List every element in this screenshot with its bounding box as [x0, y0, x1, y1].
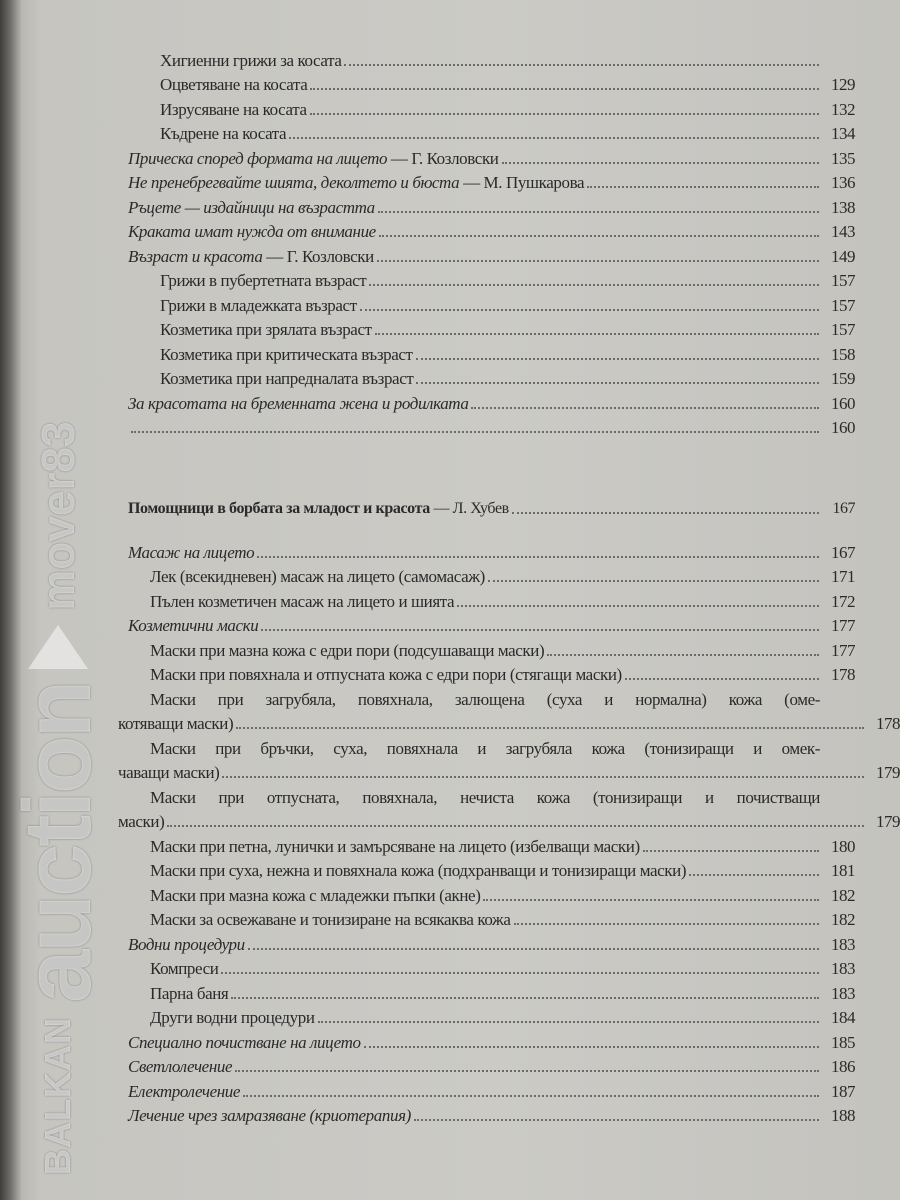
entry-title-text: Оцветяване на косата: [160, 75, 308, 94]
toc-entry: [0, 316, 900, 341]
page-number: 185: [831, 1032, 855, 1052]
entry-title: [128, 543, 254, 563]
entry-title-text: Козметика при зрялата възраст: [160, 320, 372, 339]
toc-entry: [0, 832, 900, 857]
entry-title: [150, 1008, 315, 1028]
entry-title-text: Светлолечение: [128, 1057, 233, 1076]
page-number: 181: [831, 861, 855, 880]
entry-title-text: Маски за освежаване и тонизиране на всякаква кожа: [150, 910, 511, 929]
entry-title-text: Компреси: [150, 959, 219, 978]
entry-title: [150, 837, 640, 857]
entry-author: — Л. Хубев: [433, 499, 509, 517]
toc-entry: [0, 46, 900, 71]
dot-leader: [416, 358, 819, 360]
toc-chapter-heading: [0, 494, 900, 519]
entry-title: [160, 271, 366, 291]
entry-author: — Г. Козловски: [266, 246, 374, 266]
dot-leader: [236, 727, 864, 729]
dot-leader: [131, 431, 819, 433]
dot-leader: [457, 605, 819, 607]
toc-entry: [0, 734, 900, 759]
entry-title: Маски при отпусната, повяхнала, нечиста кожа (тонизиращи и почистващи: [150, 787, 820, 807]
entry-title-text: Козметични маски: [128, 616, 259, 635]
dot-leader: [231, 997, 819, 999]
page-number: 157: [831, 271, 855, 290]
entry-title: [150, 592, 454, 612]
entry-title-text: Парна баня: [150, 983, 229, 1003]
page-number: 182: [831, 910, 855, 929]
entry-title-text: Електролечение: [128, 1081, 241, 1101]
toc-entry-continuation: [0, 759, 900, 784]
page-number: 183: [831, 983, 855, 1003]
entry-title: [160, 51, 341, 71]
toc-entry: [0, 930, 900, 955]
entry-title-text: Водни процедури: [128, 934, 245, 954]
page-number: 129: [831, 75, 855, 94]
toc-entry: [0, 494, 900, 519]
toc-entry: [0, 955, 900, 980]
entry-title: [160, 100, 307, 120]
dot-leader: [257, 556, 819, 558]
page-number: 138: [831, 197, 855, 217]
entry-title-text: Маски при петна, лунички и замърсяване на лицето (избелващи маски): [150, 836, 640, 856]
page-number: 160: [831, 418, 855, 437]
toc-entry: [0, 979, 900, 1004]
page-number: 177: [831, 640, 855, 660]
toc-entry: [0, 144, 900, 169]
entry-title: [150, 959, 218, 979]
watermark-text: BALKAN: [37, 1017, 78, 1175]
dot-leader: [625, 678, 819, 680]
entry-title-text: Грижи в пубертетната възраст: [160, 271, 367, 290]
dot-leader: [318, 1021, 819, 1023]
entry-title: [150, 910, 511, 930]
entry-title-text: Козметика при напредналата възраст: [160, 369, 414, 388]
toc-entry: [0, 291, 900, 316]
entry-title: Маски при бръчки, суха, повяхнала и загрубяла кожа (тонизиращи и омек-: [150, 738, 820, 758]
dot-leader: [221, 972, 819, 974]
dot-leader: [364, 1046, 819, 1048]
entry-title-text: За красотата на бременната жена и родилката: [128, 393, 469, 413]
page-number: 188: [831, 1106, 855, 1125]
page-number: 159: [831, 369, 855, 388]
entry-title-text: Лечение чрез замразяване (криотерапия): [128, 1106, 411, 1125]
page-number: 132: [831, 99, 855, 119]
page-number: 134: [831, 124, 855, 143]
entry-title-text: Маски при мазна кожа с младежки пъпки (акне): [150, 885, 481, 905]
toc-entry: [0, 340, 900, 365]
entry-title: [128, 1033, 361, 1053]
page-number: 184: [831, 1008, 855, 1027]
dot-leader: [547, 654, 819, 656]
page-number: 178: [876, 714, 900, 733]
page-number: 136: [831, 173, 855, 192]
entry-title-continuation: маски): [118, 812, 165, 831]
entry-title-text: Къдрене на косата: [160, 124, 287, 143]
entry-author: — Г. Козловски: [390, 148, 499, 168]
dot-leader: [379, 235, 819, 237]
page-number: 179: [876, 763, 900, 782]
toc-entry: [0, 685, 900, 710]
dot-leader: [377, 260, 819, 262]
dot-leader: [369, 284, 819, 286]
entry-title-text: Изрусяване на косата: [160, 99, 307, 119]
entry-title-text: Масаж на лицето: [128, 542, 255, 562]
entry-title: [128, 1082, 240, 1102]
dot-leader: [310, 113, 819, 115]
entry-title-text: Пълен козметичен масаж на лицето и шията: [150, 591, 455, 611]
page-number: 179: [876, 812, 900, 831]
page-number: 183: [831, 934, 855, 954]
dot-leader: [512, 512, 819, 514]
page-number: 158: [831, 344, 855, 364]
dot-leader: [243, 1095, 819, 1097]
dot-leader: [248, 948, 819, 950]
dot-leader: [689, 874, 819, 876]
entry-title-text: Специално почистване на лицето: [128, 1032, 361, 1052]
entry-title: [150, 567, 485, 587]
page-number: 157: [831, 320, 855, 339]
toc-entry: [0, 267, 900, 292]
page-number: 187: [831, 1081, 855, 1101]
page-number: 160: [831, 393, 855, 413]
page-number: 177: [831, 616, 855, 635]
watermark-text: auction: [4, 682, 111, 1004]
watermark-text: mover83: [32, 421, 84, 611]
toc-entry: [0, 1053, 900, 1078]
toc-entry: [0, 661, 900, 686]
page-number: 143: [831, 222, 855, 241]
entry-title-text: Лек (всекидневен) масаж на лицето (самомасаж): [150, 567, 485, 586]
toc-entry: [0, 414, 900, 439]
toc-entry: [0, 563, 900, 588]
toc-entry: [0, 587, 900, 612]
entry-title-continuation: котяващи маски): [118, 714, 234, 733]
page-number: 182: [831, 885, 855, 905]
entry-title: [128, 394, 468, 414]
entry-title: [128, 1057, 232, 1077]
dot-leader: [344, 64, 819, 66]
entry-title: [150, 984, 228, 1004]
toc-entry: [0, 389, 900, 414]
entry-title-text: Краката имат нужда от внимание: [128, 222, 376, 241]
entry-title-text: Маски при повяхнала и отпусната кожа с едри пори (стягащи маски): [150, 665, 622, 684]
toc-entry: [0, 242, 900, 267]
entry-title: [128, 173, 584, 193]
dot-leader: [235, 1070, 819, 1072]
entry-title-text: Други водни процедури: [150, 1008, 315, 1027]
toc-entry: [0, 365, 900, 390]
dot-leader: [471, 407, 819, 409]
page-number: 186: [831, 1057, 855, 1076]
entry-title-text: Ръцете — издайници на възрастта: [128, 197, 375, 217]
toc-entry: [0, 1102, 900, 1127]
toc-entry: [0, 71, 900, 96]
toc-entry: [0, 636, 900, 661]
entry-title: [150, 665, 622, 685]
dot-leader: [289, 137, 819, 139]
toc-entry: [0, 1004, 900, 1029]
toc-entry: [0, 906, 900, 931]
page-number: 167: [832, 499, 855, 517]
entry-title: [160, 369, 413, 389]
entry-title: [128, 222, 376, 242]
toc-section-helpers: [0, 538, 900, 1126]
entry-title: [150, 641, 544, 661]
toc-entry: [0, 193, 900, 218]
entry-title-text: Не пренебрегвайте шията, деколтето и бюста: [128, 173, 460, 192]
entry-title: [128, 1106, 411, 1126]
page-number: 149: [831, 246, 855, 266]
dot-leader: [360, 309, 819, 311]
entry-title: [160, 320, 372, 340]
page-number: 180: [831, 836, 855, 856]
dot-leader: [416, 382, 819, 384]
toc-entry: [0, 783, 900, 808]
page-number: 167: [831, 542, 855, 562]
toc-entry: [0, 1028, 900, 1053]
dot-leader: [488, 580, 819, 582]
entry-title: [160, 75, 307, 95]
dot-leader: [414, 1119, 819, 1121]
entry-title-continuation: чаващи маски): [118, 763, 220, 782]
page-number: 157: [831, 295, 855, 315]
entry-title-text: Козметика при критическата възраст: [160, 344, 413, 364]
entry-title-text: Възраст и красота: [128, 246, 263, 266]
entry-title: Маски при загрубяла, повяхнала, залющена (суха и нормална) кожа (оме-: [150, 689, 820, 709]
entry-title: [128, 616, 258, 636]
page-number: 135: [831, 148, 855, 168]
entry-title-text: Маски при мазна кожа с едри пори (подсушаващи маски): [150, 640, 545, 660]
entry-title-text: Хигиенни грижи за косата: [160, 50, 342, 70]
dot-leader: [502, 162, 819, 164]
dot-leader: [378, 211, 819, 213]
entry-title-text: Грижи в младежката възраст: [160, 295, 357, 315]
page-number: 171: [831, 567, 855, 586]
dot-leader: [167, 825, 864, 827]
entry-title: [150, 861, 686, 881]
toc-entry: [0, 1077, 900, 1102]
entry-title: [160, 296, 357, 316]
toc-entry: [0, 612, 900, 637]
toc-entry-continuation: [0, 808, 900, 833]
toc-entry: [0, 95, 900, 120]
chapter-title: Помощници в борбата за младост и красота: [128, 499, 430, 517]
dot-leader: [643, 850, 819, 852]
entry-title: [128, 149, 499, 169]
toc-entry-continuation: [0, 710, 900, 735]
page-number: 183: [831, 959, 855, 978]
page-number: 178: [831, 665, 855, 684]
dot-leader: [261, 629, 819, 631]
page-number: 172: [831, 591, 855, 611]
entry-title: [128, 247, 374, 267]
dot-leader: [375, 333, 819, 335]
dot-leader: [310, 88, 819, 90]
toc-entry: [0, 857, 900, 882]
toc-entry: [0, 881, 900, 906]
entry-title-text: Прическа според формата на лицето: [128, 148, 388, 168]
dot-leader: [514, 923, 819, 925]
entry-title: [160, 345, 413, 365]
toc-entry: [0, 169, 900, 194]
toc-section-beauty-care: [0, 46, 900, 438]
dot-leader: [222, 776, 864, 778]
entry-title: [150, 886, 480, 906]
dot-leader: [483, 899, 819, 901]
entry-title: [128, 935, 245, 955]
entry-title-text: Маски при суха, нежна и повяхнала кожа (подхранващи и тонизиращи маски): [150, 861, 687, 880]
toc-entry: [0, 218, 900, 243]
toc-entry: [0, 120, 900, 145]
toc-entry: [0, 538, 900, 563]
entry-title: [128, 198, 375, 218]
entry-author: — М. Пушкарова: [463, 173, 585, 192]
dot-leader: [587, 186, 819, 188]
entry-title: [128, 499, 509, 519]
entry-title: [160, 124, 286, 144]
